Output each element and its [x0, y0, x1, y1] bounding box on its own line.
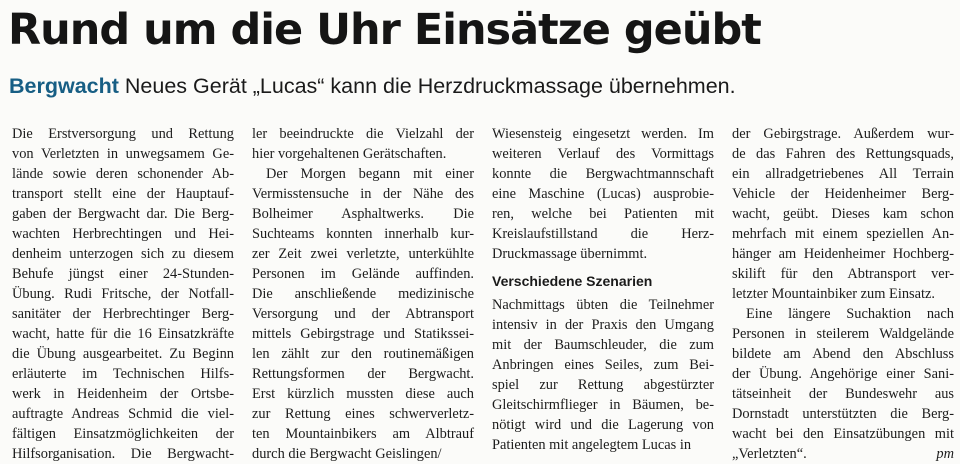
text-line: Nachmittags übten die Teilnehmer: [492, 297, 714, 313]
text-line: von Verletzten in unwegsamem Ge-: [12, 146, 234, 162]
author-signature: pm: [936, 446, 954, 462]
text-line: intensiv in der Praxis den Umgang: [492, 317, 714, 333]
text-line: ein allradgetriebenes All Terrain: [732, 166, 954, 182]
article-body: [12, 124, 954, 462]
section-subheading: Verschiedene Szenarien: [492, 273, 653, 289]
text-line: skilift für den Abtransport ver-: [732, 266, 954, 282]
text-line: tätseinheit der Bundeswehr aus: [732, 386, 954, 402]
text-line: werk in Heidenheim der Ortsbe-: [12, 386, 234, 402]
text-line: Vermisstensuche in der Nähe des: [252, 186, 474, 202]
text-line: Suchteams konnten innerhalb kur-: [252, 226, 474, 242]
text-line: Versorgung und der Abtransport: [252, 306, 474, 322]
text-line: mittels Gebirgstrage und Statikssei-: [252, 326, 474, 342]
text-line: len zählt zur den routinemäßigen: [252, 346, 474, 362]
text-line: Kreislaufstillstand die Herz-: [492, 226, 714, 242]
text-line: Hilfsorganisation. Die Bergwacht-: [12, 446, 234, 462]
text-line: Anbringen eines Seiles, zum Bei-: [492, 357, 714, 373]
text-line: Behufe jüngst einer 24-Stunden-: [12, 266, 234, 282]
column-2: [252, 124, 474, 464]
text-line: hänger am Heidenheimer Hochberg-: [732, 246, 954, 262]
text-line: wacht, hatte für die 16 Einsatzkräfte: [12, 326, 234, 342]
text-line: sanitäter der Herbrechtinger Berg-: [12, 306, 234, 322]
text-line: konnte die Bergwachtmannschaft: [492, 166, 714, 182]
column-3: [492, 124, 714, 455]
text-line: durch die Bergwacht Geislingen/: [252, 446, 442, 462]
text-line: der Übung. Angehörige einer Sani-: [732, 366, 954, 382]
text-line: transport stellt eine der Hauptauf-: [12, 186, 234, 202]
text-line: ren, welche bei Patienten mit: [492, 206, 714, 222]
text-line: spiel zur Rettung abgestürzter: [492, 377, 714, 393]
text-line: die Übung ausgearbeitet. Zu Beginn: [12, 346, 234, 362]
text-line: Dornstadt unterstützten die Berg-: [732, 406, 954, 422]
text-line: Übung. Rudi Fritsche, der Notfall-: [12, 286, 234, 302]
text-line: denheim unterzogen sich zu diesem: [12, 246, 234, 262]
text-line: wachten Herbrechtingen und Hei-: [12, 226, 234, 242]
text-line: Druckmassage übernimmt.: [492, 246, 648, 262]
article-subheadline: [9, 72, 736, 100]
text-line: de das Fahren des Rettungsquads,: [732, 146, 954, 162]
text-line: nötigt wird und die Lagerung von: [492, 417, 714, 433]
text-line: zer Zeit zwei verletzte, unterkühlte: [252, 246, 474, 262]
text-line: mit der Baumschleuder, die zum: [492, 337, 714, 353]
text-line: Der Morgen begann mit einer: [266, 166, 474, 182]
text-line: zur Rettung eines schwerverletz-: [252, 406, 474, 422]
text-line: Patienten mit angelegtem Lucas in: [492, 437, 692, 453]
subheadline-text: Neues Gerät „Lucas“ kann die Herzdruckmassage übernehmen.: [124, 74, 736, 98]
closing-line: [732, 444, 954, 464]
text-line: wacht bei den Einsatzübungen mit: [732, 426, 954, 442]
text-line: Die anschließende medizinische: [252, 286, 474, 302]
text-line: erläuterte im Technischen Hilfs-: [12, 366, 234, 382]
text-line: wacht, geübt. Dieses kam schon: [732, 206, 954, 222]
article-kicker: Bergwacht: [9, 74, 119, 98]
article-headline: Rund um die Uhr Einsätze geübt: [8, 5, 761, 55]
text-line: Bolheimer Asphaltwerks. Die: [252, 206, 474, 222]
text-line: Personen im Gelände auffinden.: [252, 266, 474, 282]
text-line: Personen in steilerem Waldgelände: [732, 326, 954, 342]
text-line: mehrfach mit einem speziellen An-: [732, 226, 954, 242]
text-line: Die Erstversorgung und Rettung: [12, 126, 234, 142]
column-1: [12, 124, 234, 464]
text-line: hier vorgehaltenen Gerätschaften.: [252, 146, 447, 162]
text-line: Gleitschirmflieger in Bäumen, be-: [492, 397, 714, 413]
text-line: gaben der Bergwacht dar. Die Berg-: [12, 206, 234, 222]
text-line: Wiesensteig eingesetzt werden. Im: [492, 126, 714, 142]
text-line: Eine längere Suchaktion nach: [746, 306, 954, 322]
text-line: Rettungsformen der Bergwacht.: [252, 366, 474, 382]
text-line: lände sowie deren schonender Ab-: [12, 166, 234, 182]
text-line: bildete am Abend den Abschluss: [732, 346, 954, 362]
text-line: ler beeindruckte die Vielzahl der: [252, 126, 474, 142]
text-line: fältigen Einsatzmöglichkeiten der: [12, 426, 234, 442]
text-line: „Verletzten“.: [732, 446, 807, 462]
text-line: auftragte Andreas Schmid die viel-: [12, 406, 234, 422]
column-4: [732, 124, 954, 464]
text-line: Erst kürzlich mussten diese auch: [252, 386, 474, 402]
text-line: eine Maschine (Lucas) ausprobie-: [492, 186, 714, 202]
text-line: ten Mountainbikers am Albtrauf: [252, 426, 474, 442]
text-line: weiteren Verlauf des Vormittags: [492, 146, 714, 162]
text-line: letzter Mountainbiker zum Einsatz.: [732, 286, 936, 302]
text-line: der Gebirgstrage. Außerdem wur-: [732, 126, 954, 142]
text-line: Vehicle der Heidenheimer Berg-: [732, 186, 954, 202]
